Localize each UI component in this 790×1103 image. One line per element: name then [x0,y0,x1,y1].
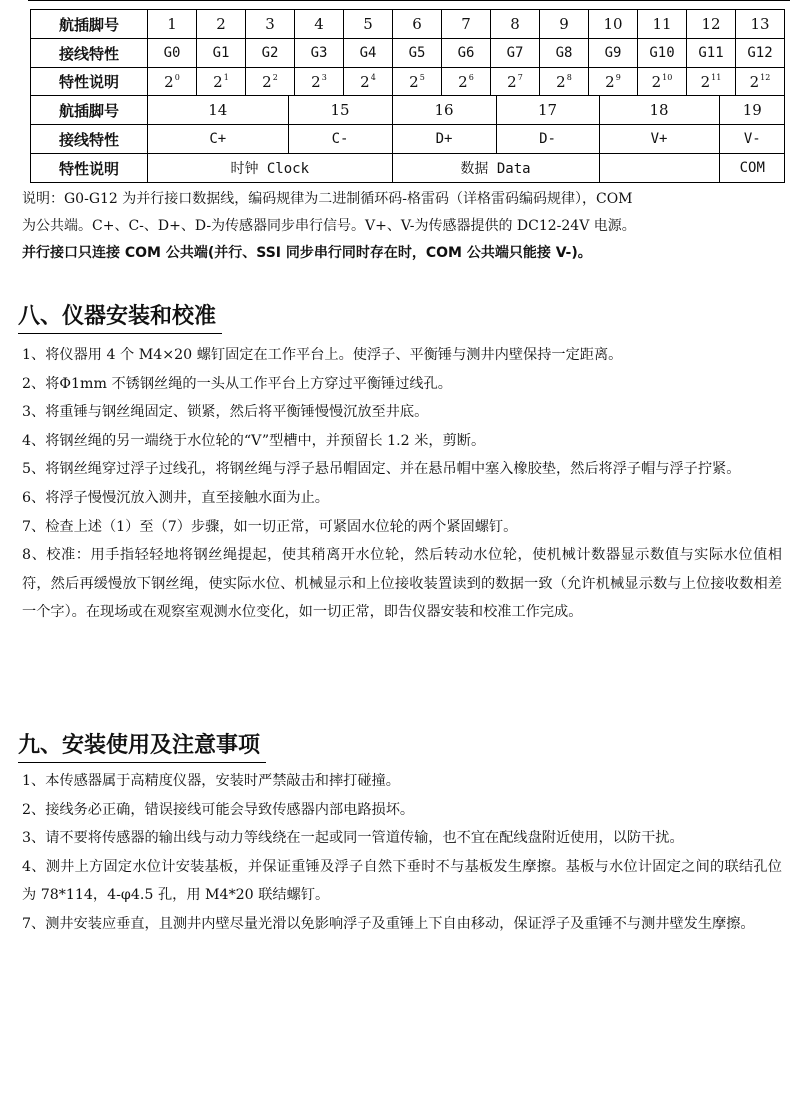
pin-number: 8 [491,10,540,39]
bit-exponent: 6 [468,72,474,82]
pin-number: 7 [442,10,491,39]
wiring-signal: G3 [295,39,344,68]
pin-number: 15 [288,96,392,124]
bit-exponent: 5 [419,72,425,82]
bit-exponent: 11 [711,72,722,82]
clock-desc: 时钟 Clock [148,154,392,182]
bit-exponent: 4 [370,72,376,82]
bit-weight [491,68,540,96]
pin-number: 12 [687,10,736,39]
list-item: 7、测井安装应垂直，且测井内壁尽量光滑以免影响浮子及重锤上下自由移动，保证浮子及重锤不与测井壁发生摩擦。 [22,915,755,932]
wiring-signal: V+ [599,125,719,153]
bit-base: 2 [700,72,711,91]
pin-number: 16 [392,96,496,124]
bit-base: 2 [605,72,615,91]
bit-exponent: 2 [272,72,278,82]
section-heading [18,302,216,334]
table-row [31,125,785,154]
list-item: 8、校准：用手指轻轻地将钢丝绳提起，使其稍离开水位轮，然后转动水位轮，使机械计数器显示数值与实际水位值相符，然后再缓慢放下钢丝绳，使实际水位、机械显示和上位接收装置读到的数据一致（允许机械显示数与上位接收数相差一个字）。在现场或在观察室观测水位变化，如一切正常，即告仪器安装和校准工作完成。 [22,547,782,621]
usage-notes-list [22,767,782,939]
table-row [31,154,785,183]
pin-number: 2 [197,10,246,39]
section-heading-text: 九、安装使用及注意事项 [18,733,261,758]
bit-base: 2 [749,72,760,91]
pin-number: 5 [344,10,393,39]
heading-underline [18,762,266,763]
wiring-signal: G5 [393,39,442,68]
wiring-signal: G9 [589,39,638,68]
list-item: 4、将钢丝绳的另一端绕于水位轮的“V”型槽中，并预留长 1.2 米，剪断。 [22,432,486,449]
wiring-signal: D- [496,125,599,153]
wiring-signal: G11 [687,39,736,68]
page-top-rule [28,0,790,1]
bit-exponent: 8 [566,72,572,82]
list-item: 3、将重锤与钢丝绳固定、锁紧，然后将平衡锤慢慢沉放至井底。 [22,404,429,421]
bit-weight [589,68,638,96]
bit-weight [393,68,442,96]
wiring-signal: G4 [344,39,393,68]
note-line: 为公共端。C+、C-、D+、D-为传感器同步串行信号。V+、V-为传感器提供的 DC12-24V 电源。 [22,218,636,234]
pin-number: 11 [638,10,687,39]
bit-weight [540,68,589,96]
row-label: 航插脚号 [31,96,148,125]
wiring-signal: G10 [638,39,687,68]
bit-exponent: 7 [517,72,523,82]
bit-exponent: 1 [223,72,229,82]
serial-signal-group [148,125,785,154]
pin-definition-table [30,9,785,183]
pin-number: 10 [589,10,638,39]
row-label: 接线特性 [31,39,148,68]
wiring-signal: G1 [197,39,246,68]
row-label: 特性说明 [31,154,148,183]
bit-weight [148,68,197,96]
list-item: 6、将浮子慢慢沉放入测井，直至接触水面为止。 [22,489,329,506]
wiring-signal: G6 [442,39,491,68]
table-row [31,10,785,39]
bit-base: 2 [164,72,174,91]
pin-number: 13 [736,10,785,39]
pin-number: 14 [148,96,288,124]
wiring-signal: C+ [148,125,288,153]
bit-weight [687,68,736,96]
bit-base: 2 [213,72,223,91]
bit-exponent: 9 [615,72,621,82]
wiring-signal: D+ [392,125,496,153]
wiring-signal: G8 [540,39,589,68]
bit-base: 2 [507,72,517,91]
list-item: 1、本传感器属于高精度仪器，安装时严禁敲击和摔打碰撞。 [22,773,400,789]
wiring-signal: G0 [148,39,197,68]
bit-base: 2 [409,72,419,91]
empty-cell [599,154,719,182]
section-heading-text: 八、仪器安装和校准 [18,304,217,329]
bit-weight [442,68,491,96]
install-steps-list [22,341,782,627]
data-desc: 数据 Data [392,154,599,182]
bit-weight [197,68,246,96]
pin-number: 3 [246,10,295,39]
serial-desc-group [148,154,785,183]
pin-number: 17 [496,96,599,124]
bit-exponent: 0 [174,72,180,82]
bit-base: 2 [651,72,662,91]
wiring-signal: G2 [246,39,295,68]
pin-number: 9 [540,10,589,39]
wiring-signal: G12 [736,39,785,68]
list-item: 5、将钢丝绳穿过浮子过线孔，将钢丝绳与浮子悬吊帽固定、并在悬吊帽中塞入橡胶垫，然后将浮子帽与浮子拧紧。 [22,461,741,478]
wiring-signal: V- [743,131,761,147]
table-row [31,96,785,125]
bit-base: 2 [458,72,468,91]
bit-weight [344,68,393,96]
wiring-signal: G7 [491,39,540,68]
bit-exponent: 12 [760,72,771,82]
bit-weight [295,68,344,96]
bit-base: 2 [311,72,321,91]
wiring-signal: C- [288,125,392,153]
wiring-note [22,186,782,267]
bit-exponent: 3 [321,72,327,82]
bit-base: 2 [262,72,272,91]
note-line: 说明：G0-G12 为并行接口数据线，编码规律为二进制循环码-格雷码（详格雷码编码规律），COM [22,191,633,207]
bit-base: 2 [556,72,566,91]
list-item: 1、将仪器用 4 个 M4×20 螺钉固定在工作平台上。使浮子、平衡锤与测井内壁保持一定距离。 [22,347,623,363]
serial-pin-group [148,96,785,125]
table-row [31,68,785,96]
row-label: 特性说明 [31,68,148,96]
pin-number: 4 [295,10,344,39]
note-emphasis-line: 并行接口只连接 COM 公共端(并行、SSI 同步串行同时存在时，COM 公共端只能接 V-)。 [22,245,592,261]
list-item: 7、检查上述（1）至（7）步骤，如一切正常，可紧固水位轮的两个紧固螺钉。 [22,518,518,535]
pin-number: 18 [599,96,719,124]
bit-weight [638,68,687,96]
list-item: 2、将Φ1mm 不锈钢丝绳的一头从工作平台上方穿过平衡锤过线孔。 [22,375,452,392]
section-heading [18,731,260,763]
list-item: 3、请不要将传感器的输出线与动力等线绕在一起或同一管道传输，也不宜在配线盘附近使用，以防干扰。 [22,830,684,847]
pin-number: 19 [742,101,762,119]
com-desc: COM [739,160,765,176]
pin-number: 6 [393,10,442,39]
heading-underline [18,333,222,334]
bit-base: 2 [360,72,370,91]
bit-weight [736,68,785,96]
pin-number: 1 [148,10,197,39]
row-label: 航插脚号 [31,10,148,39]
list-item: 2、接线务必正确，错误接线可能会导致传感器内部电路损坏。 [22,801,415,818]
row-label: 接线特性 [31,125,148,154]
list-item: 4、测井上方固定水位计安装基板，并保证重锤及浮子自然下垂时不与基板发生摩擦。基板与水位计固定之间的联结孔位为 78*114，4-φ4.5 孔，用 M4*20 联结螺钉。 [22,858,782,904]
bit-weight [246,68,295,96]
bit-exponent: 10 [662,72,673,82]
table-row [31,39,785,68]
